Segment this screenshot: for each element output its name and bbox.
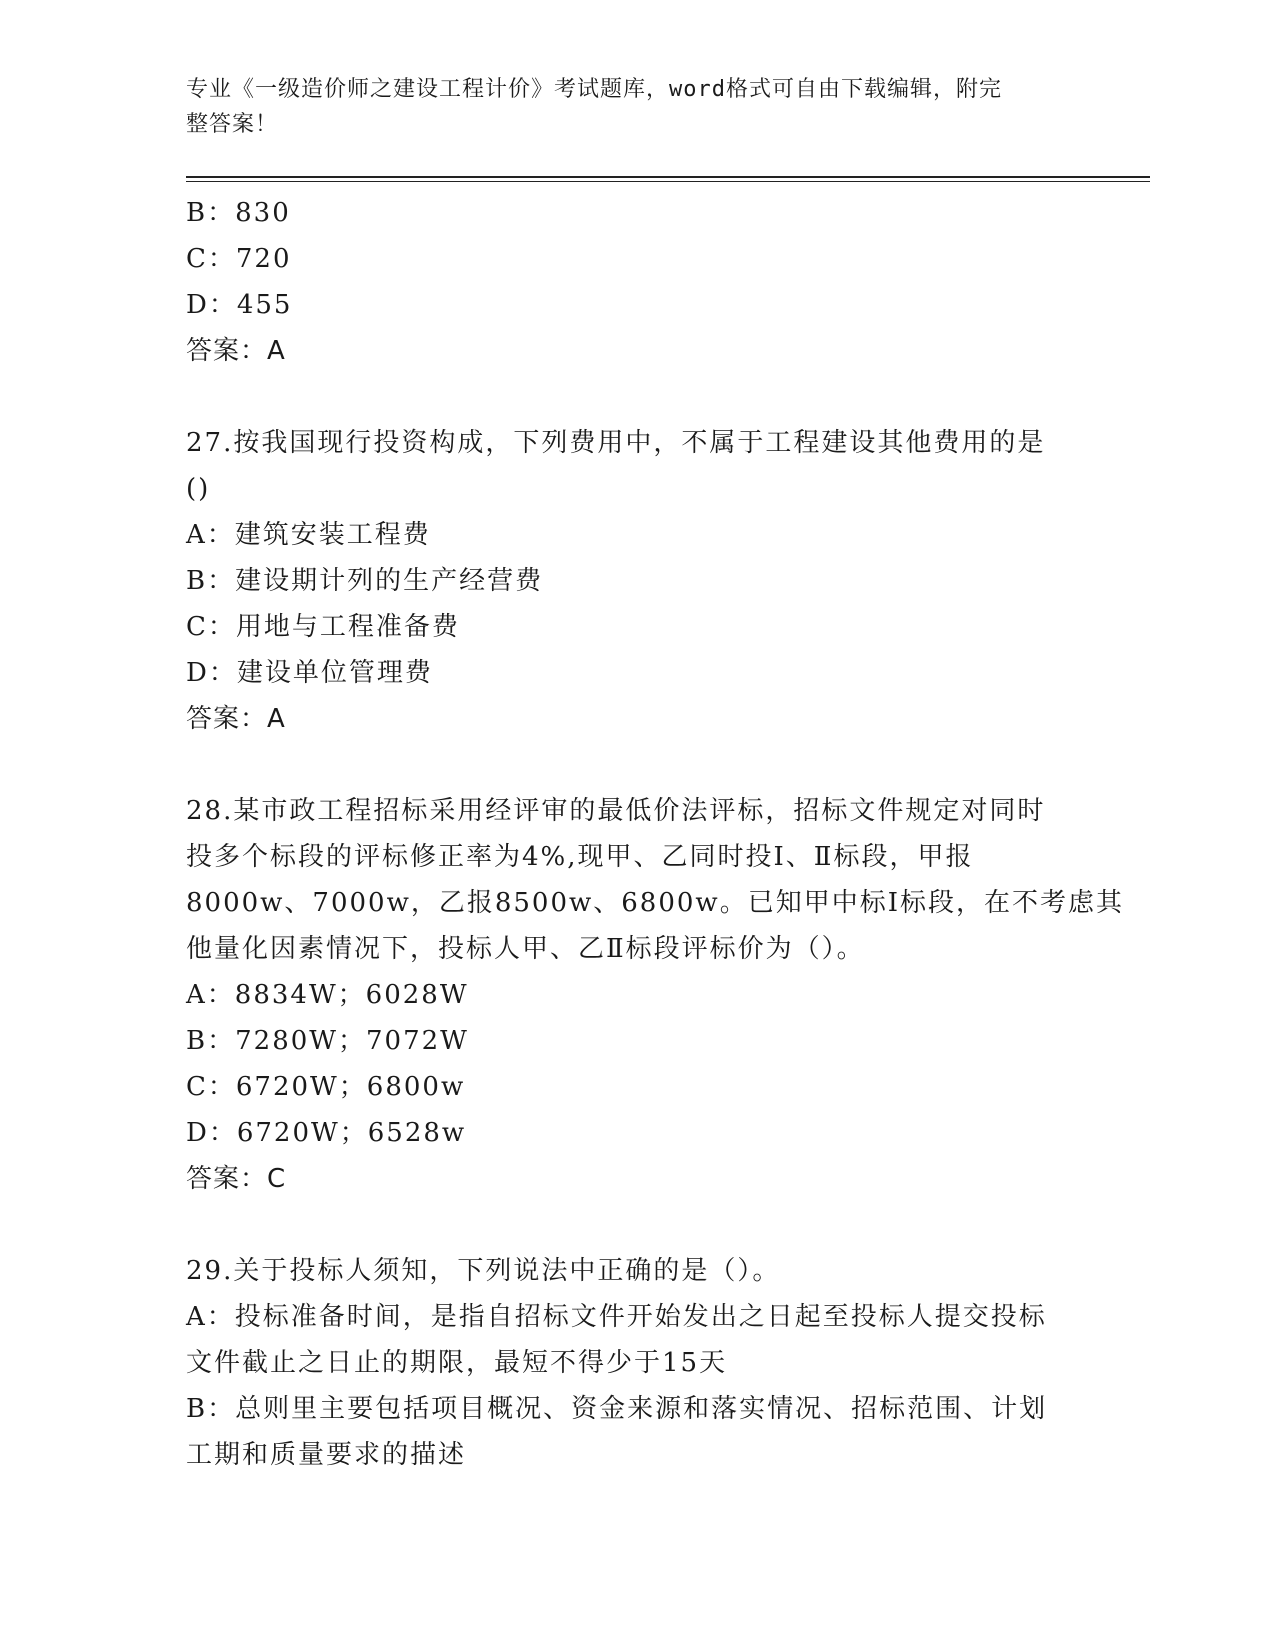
- header-rule-thick: [186, 176, 1150, 178]
- option-a: A：投标准备时间，是指自招标文件开始发出之日起至投标人提交投标: [186, 1302, 1047, 1332]
- header-line-1: 专业《一级造价师之建设工程计价》考试题库，word格式可自由下载编辑，附完: [186, 77, 1002, 102]
- question-27: [186, 420, 1066, 742]
- answer-line: 答案：A: [186, 336, 286, 366]
- option-b: B：建设期计列的生产经营费: [186, 566, 544, 596]
- question-text-line: 投多个标段的评标修正率为4%,现甲、乙同时投Ⅰ、Ⅱ标段，甲报: [186, 842, 974, 872]
- option-a: A：8834W；6028W: [186, 980, 469, 1010]
- answer-line: 答案：A: [186, 704, 286, 734]
- prev-question: [186, 190, 1066, 374]
- spacer: [186, 374, 1066, 420]
- question-28: [186, 788, 1124, 1202]
- option-c: C：720: [186, 244, 292, 274]
- document-body: [186, 190, 1124, 1478]
- question-text-line: 29.关于投标人须知，下列说法中正确的是（）。: [186, 1256, 781, 1286]
- option-b: B：830: [186, 198, 291, 228]
- option-c: C：用地与工程准备费: [186, 612, 460, 642]
- header-rule-thin: [186, 181, 1150, 182]
- option-c: C：6720W；6800w: [186, 1072, 466, 1102]
- question-text-line: 27.按我国现行投资构成，下列费用中，不属于工程建设其他费用的是: [186, 428, 1046, 458]
- question-text-line: 28.某市政工程招标采用经评审的最低价法评标，招标文件规定对同时: [186, 796, 1046, 826]
- document-header: [186, 72, 1066, 142]
- option-a-continued: 文件截止之日止的期限，最短不得少于15天: [186, 1348, 728, 1378]
- option-d: D：建设单位管理费: [186, 658, 433, 688]
- option-b: B：总则里主要包括项目概况、资金来源和落实情况、招标范围、计划: [186, 1394, 1048, 1424]
- spacer: [186, 742, 1066, 788]
- spacer: [186, 1202, 1066, 1248]
- question-text-line: 8000w、7000w，乙报8500w、6800w。已知甲中标Ⅰ标段，在不考虑其: [186, 888, 1124, 918]
- header-line-2: 整答案！: [186, 112, 279, 137]
- option-b-continued: 工期和质量要求的描述: [186, 1440, 467, 1470]
- answer-line: 答案：C: [186, 1164, 287, 1194]
- option-b: B：7280W；7072W: [186, 1026, 469, 1056]
- question-text-line: (): [186, 474, 211, 504]
- option-a: A：建筑安装工程费: [186, 520, 431, 550]
- question-29: [186, 1248, 1066, 1478]
- question-text-line: 他量化因素情况下，投标人甲、乙Ⅱ标段评标价为（）。: [186, 934, 865, 964]
- option-d: D：6720W；6528w: [186, 1118, 467, 1148]
- option-d: D：455: [186, 290, 293, 320]
